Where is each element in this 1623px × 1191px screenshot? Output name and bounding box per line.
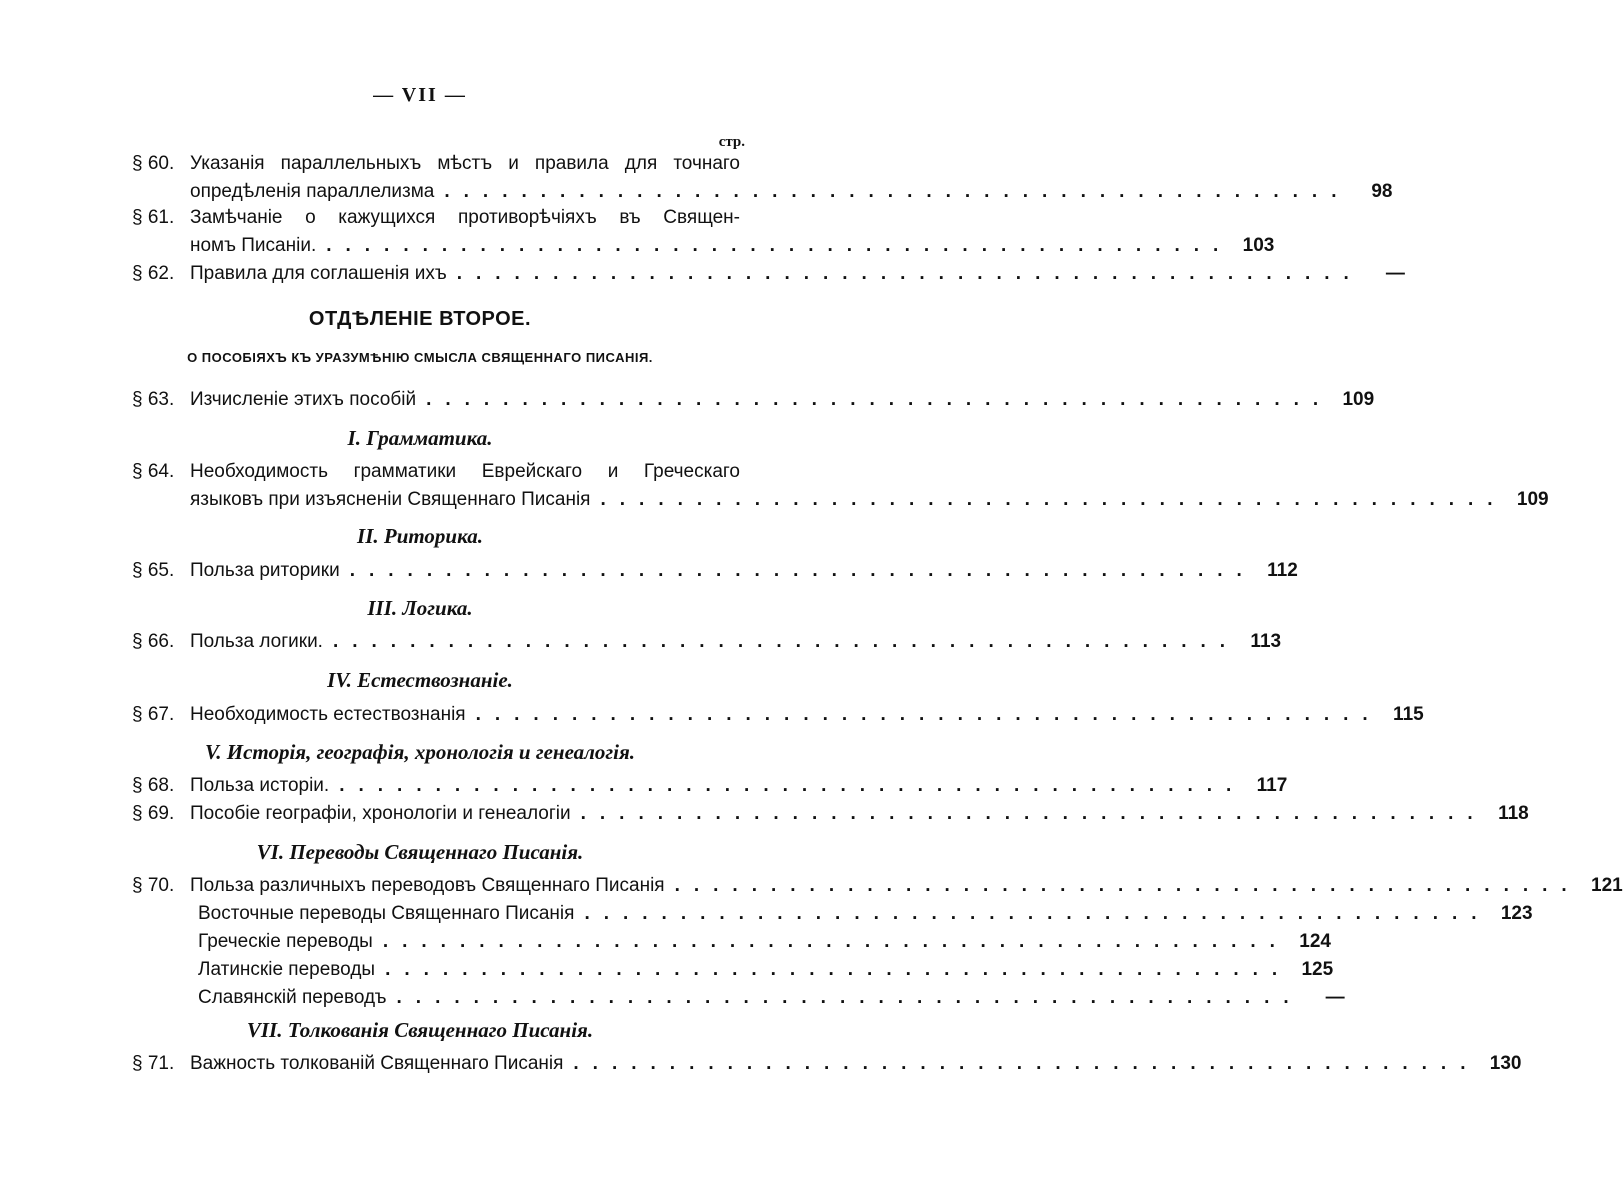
dot-leader: ............................................... (396, 987, 1303, 1008)
entry-number: § 62. (132, 263, 175, 284)
dot-leader: ............................................... (600, 489, 1507, 510)
entry-number: § 70. (132, 875, 175, 896)
toc-entry-64[interactable] (132, 458, 1549, 514)
dot-leader: ............................................... (444, 181, 1351, 202)
dot-leader: ............................................... (580, 803, 1487, 824)
section-heading-logic: III. Логика. (367, 596, 473, 620)
entry-text-line: Изчисленіе этихъ пособій (190, 386, 422, 414)
dot-leader: ............................................... (332, 631, 1240, 652)
entry-text-line: Славянскій переводъ (198, 984, 393, 1012)
entry-page-number: 112 (1267, 560, 1298, 581)
entry-page-number: 115 (1393, 704, 1424, 725)
toc-entry-66[interactable] (132, 628, 1282, 656)
entry-page-number: — (1385, 263, 1405, 284)
toc-subentry-latin[interactable] (132, 956, 1334, 984)
entry-number: § 66. (132, 631, 175, 652)
entry-number: § 65. (132, 560, 175, 581)
dot-leader: ............................................... (584, 903, 1491, 924)
toc-entry-70[interactable] (132, 872, 1623, 900)
dot-leader: ............................................... (326, 235, 1233, 256)
entry-text-line: Греческіе переводы (198, 928, 379, 956)
toc-entry-62[interactable] (132, 260, 1405, 288)
dot-leader: ............................................... (456, 263, 1363, 284)
toc-entry-65[interactable] (132, 557, 1298, 585)
toc-entry-68[interactable] (132, 772, 1288, 800)
dot-leader: ............................................... (674, 875, 1581, 896)
dot-leader: ............................................... (339, 775, 1246, 796)
entry-page-number: 125 (1301, 959, 1334, 980)
entry-number: § 68. (132, 775, 175, 796)
entry-text-line: Польза риторики (190, 557, 346, 585)
entry-text-line: Польза различныхъ переводовъ Священнаго Писанія (190, 872, 671, 900)
entry-text-line: языковъ при изъясненіи Священнаго Писанія (190, 486, 596, 514)
entry-number: § 64. (132, 461, 175, 482)
entry-text-line: Необходимость грамматики Еврейскаго и Греческаго (190, 461, 740, 482)
entry-text-line: Пособіе географіи, хронологіи и генеалогіи (190, 800, 577, 828)
toc-entry-61[interactable] (132, 204, 1275, 260)
entry-page-number: 98 (1371, 181, 1393, 202)
entry-page-number: 113 (1250, 631, 1282, 652)
entry-text-line: Восточные переводы Священнаго Писанія (198, 900, 580, 928)
entry-text-line: Латинскіе переводы (198, 956, 381, 984)
entry-page-number: 124 (1299, 931, 1331, 952)
entry-text-line: Правила для соглашенія ихъ (190, 260, 453, 288)
section-heading-history: V. Исторія, географія, хронологія и генеалогія. (204, 740, 636, 764)
dot-leader: ............................................... (573, 1053, 1480, 1074)
toc-entry-63[interactable] (132, 386, 1375, 414)
entry-text-line: Важность толкованій Священнаго Писанія (190, 1050, 569, 1078)
entry-text-line: Польза исторіи. (190, 772, 335, 800)
dot-leader: ............................................... (385, 959, 1292, 980)
entry-page-number: 118 (1498, 803, 1529, 824)
entry-number: § 67. (132, 704, 175, 725)
entry-page-number: 121 (1591, 875, 1623, 896)
entry-text-line: Необходимость естествознанія (190, 701, 472, 729)
dot-leader: ............................................... (475, 704, 1382, 725)
entry-text-line: Замѣчаніе о кажущихся противорѣчіяхъ въ Священ- (190, 207, 740, 228)
entry-number: § 61. (132, 207, 175, 228)
entry-number: § 69. (132, 803, 175, 824)
entry-text-line: опредѣленія параллелизма (190, 178, 440, 206)
page-folio: — VII — (373, 84, 467, 106)
dot-leader: ............................................... (426, 389, 1333, 410)
section-heading-natural-science: IV. Естествознаніе. (327, 668, 513, 692)
section-heading-interpretations: VII. Толкованія Священнаго Писанія. (246, 1018, 594, 1042)
entry-page-number: — (1325, 987, 1345, 1008)
entry-page-number: 117 (1256, 775, 1288, 796)
toc-entry-60[interactable] (132, 150, 1393, 206)
section-heading-translations: VI. Переводы Священнаго Писанія. (256, 840, 584, 864)
toc-subentry-greek[interactable] (132, 928, 1331, 956)
entry-page-number: 103 (1242, 235, 1275, 256)
entry-text-line: номъ Писаніи. (190, 232, 322, 260)
part-title: ОТДѢЛЕНІЕ ВТОРОЕ. (308, 308, 532, 330)
toc-entry-69[interactable] (132, 800, 1529, 828)
toc-entry-71[interactable] (132, 1050, 1522, 1078)
entry-page-number: 109 (1342, 389, 1375, 410)
toc-entry-67[interactable] (132, 701, 1424, 729)
toc-subentry-eastern[interactable] (132, 900, 1533, 928)
section-heading-grammar: I. Грамматика. (347, 426, 493, 450)
dot-leader: ............................................... (382, 931, 1289, 952)
entry-text-line: Польза логики. (190, 628, 329, 656)
entry-number: § 63. (132, 389, 175, 410)
page-column-label: стр. (718, 134, 745, 150)
entry-text-line: Указанія параллельныхъ мѣстъ и правила для точнаго (190, 153, 740, 174)
entry-page-number: 109 (1516, 489, 1549, 510)
entry-page-number: 130 (1489, 1053, 1522, 1074)
dot-leader: ............................................... (349, 560, 1256, 581)
entry-page-number: 123 (1500, 903, 1533, 924)
section-heading-rhetoric: II. Риторика. (357, 524, 483, 548)
entry-number: § 60. (132, 153, 175, 174)
toc-subentry-slavonic[interactable] (132, 984, 1345, 1012)
entry-number: § 71. (132, 1053, 175, 1074)
part-subtitle: О ПОСОБІЯХЪ КЪ УРАЗУМѢНІЮ СМЫСЛА СВЯЩЕННАГО ПИСАНІЯ. (187, 350, 653, 365)
